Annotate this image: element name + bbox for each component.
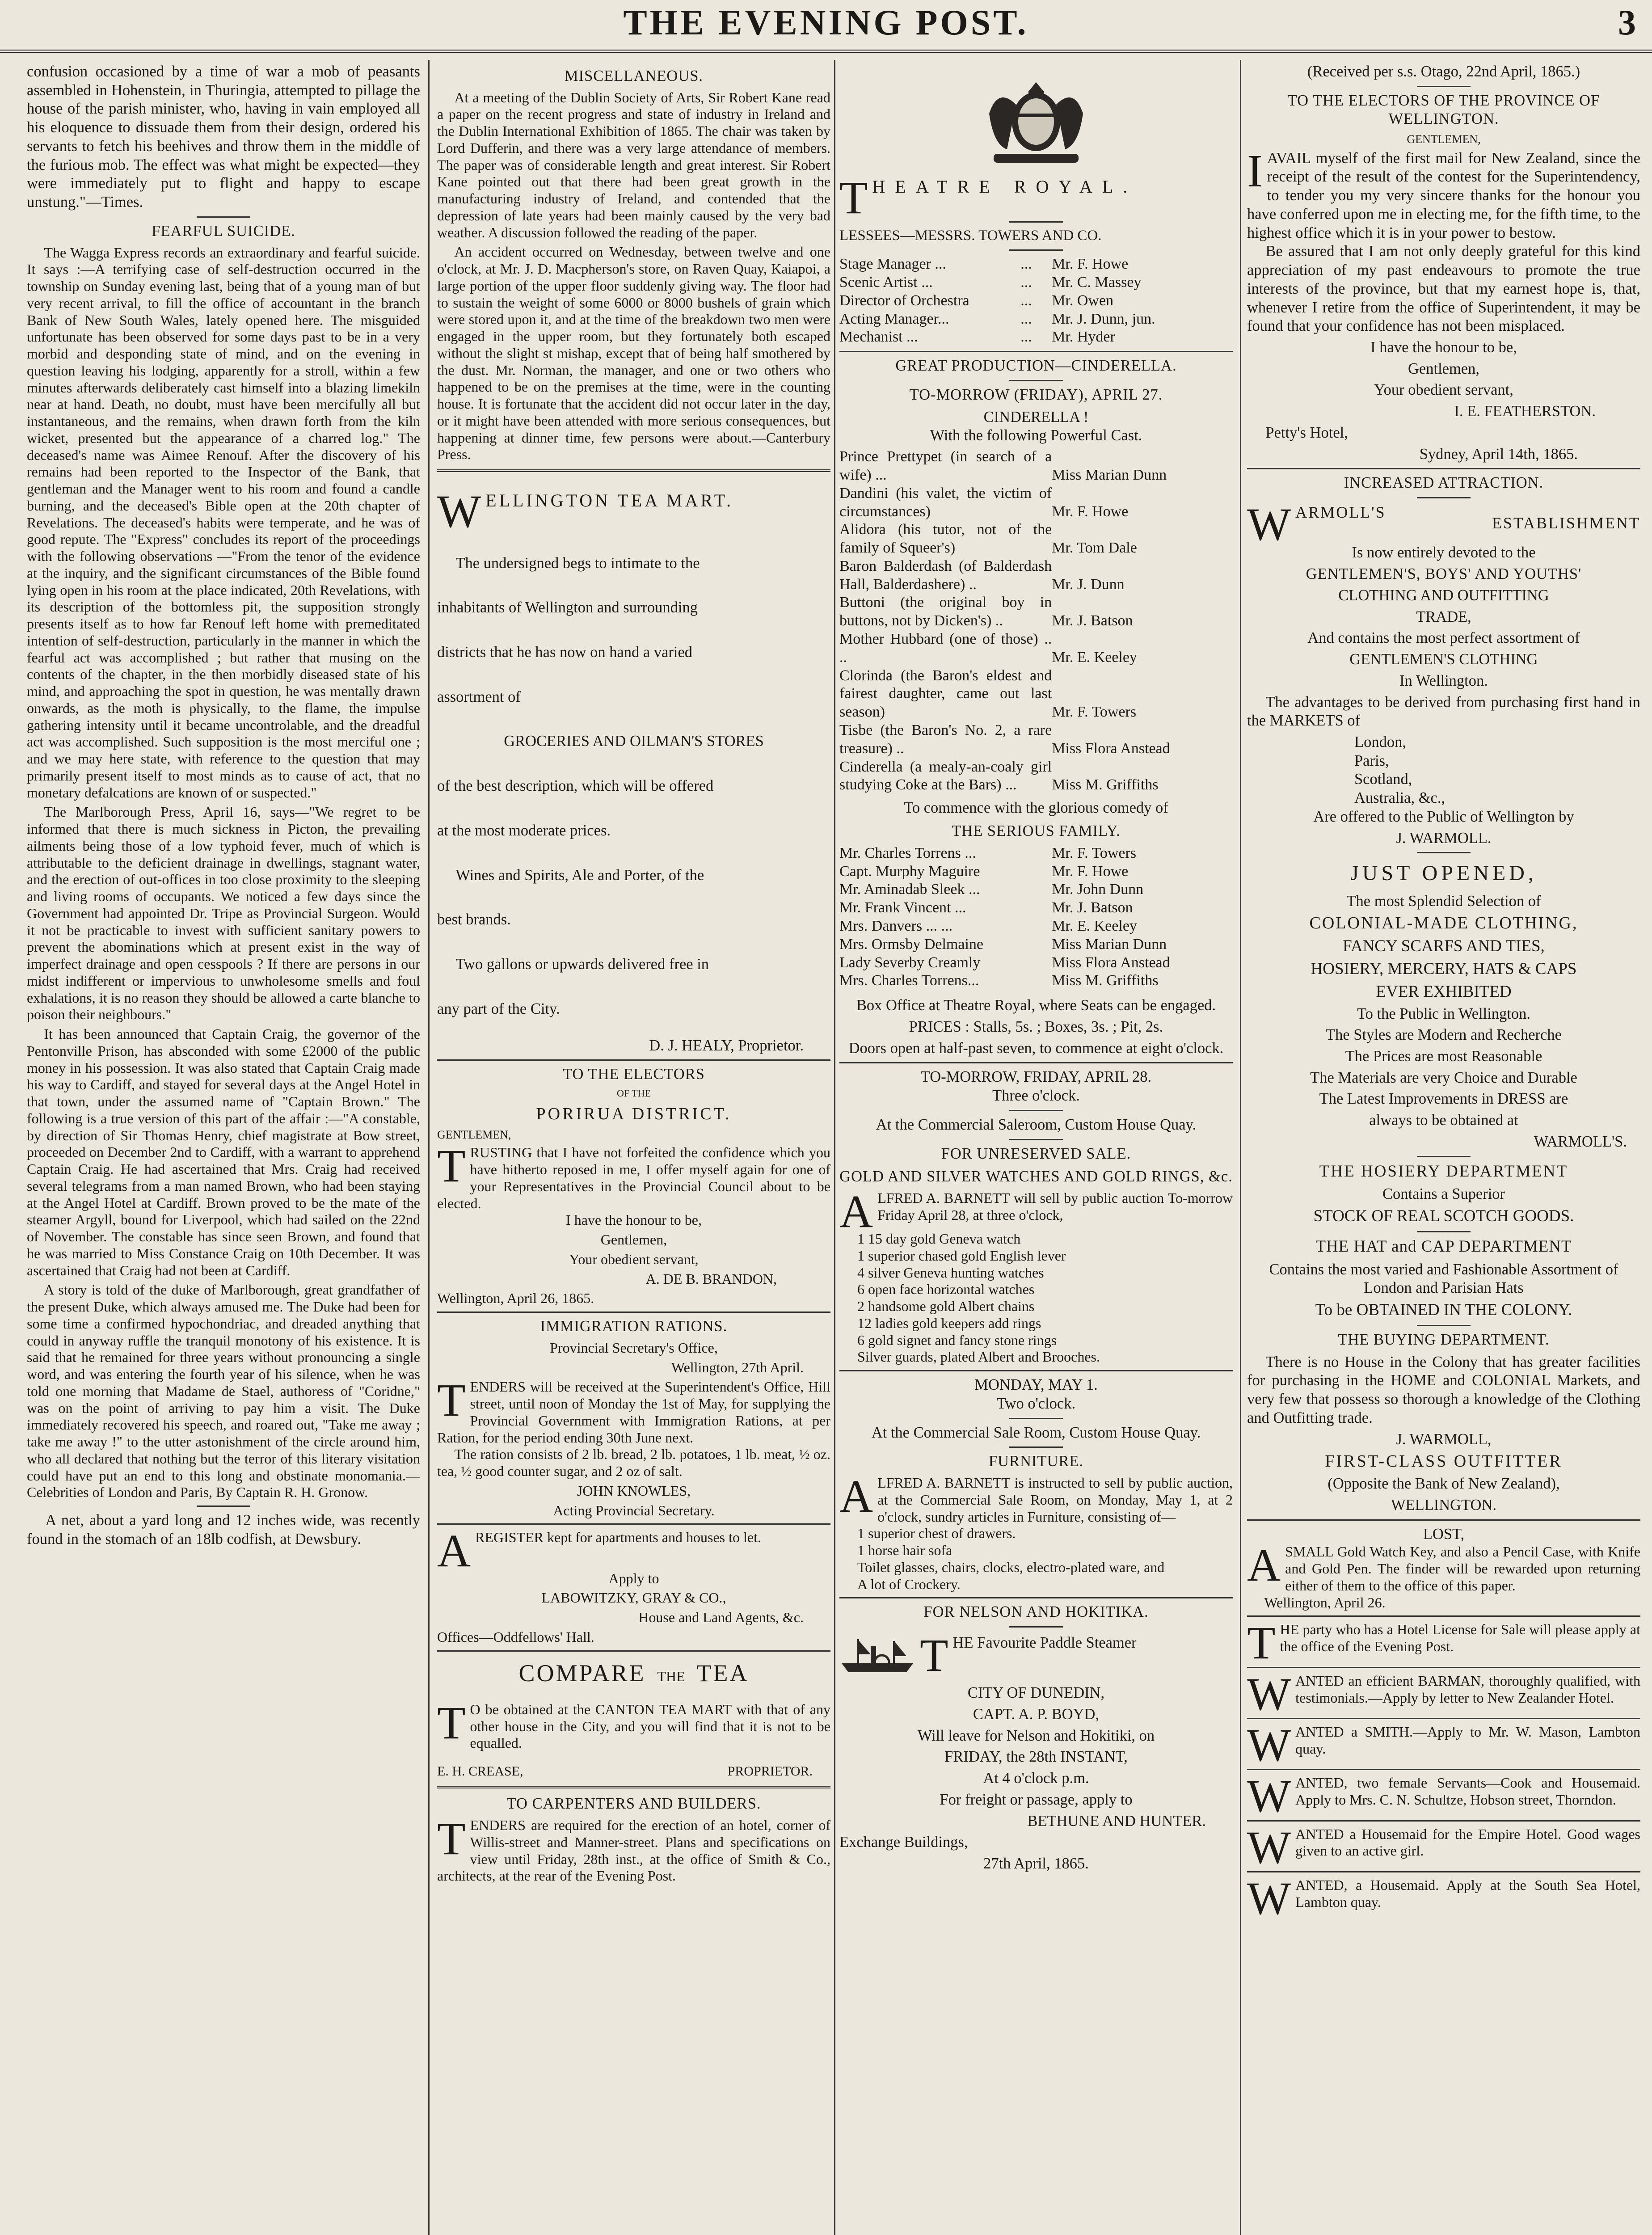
ad-text: TENDERS are required for the erection of an hotel, corner of Willis-street and Manner-street. Plans and specifications on view until Friday, 28th inst., at the office of Smith & Co., architects, at the rear of the Evening Post.: [437, 1817, 830, 1884]
divider: [1247, 1615, 1640, 1617]
ad-salutation: GENTLEMEN,: [1407, 133, 1481, 146]
ad-heading: TO CARPENTERS AND BUILDERS.: [506, 1795, 761, 1813]
column-4: [1247, 63, 1640, 2235]
ad-heading: TO THE ELECTORS OF THE PROVINCE OF WELLINGTON.: [1287, 92, 1600, 128]
ad-heading: W ELLINGTON TEA MART.: [437, 490, 734, 531]
ad-text: House and Land Agents, &c.: [638, 1609, 804, 1626]
divider: [437, 469, 830, 472]
performer-cell: Miss Marian Dunn: [1052, 466, 1167, 483]
list-item: A lot of Crockery.: [857, 1576, 961, 1592]
ad-text: CAPT. A. P. BOYD,: [973, 1705, 1100, 1723]
article-text: The Wagga Express records an extraordinary and fearful suicide. It says :—A terrifying case of self-destruction occurred in the township on Sunday evening last, being that of a young man of but very recent arrival, to fill the office of accountant in the branch Bank of New South Wales, lately opened here. The misguided unfortunate has been observed for some days past to be in a very morbid and desponding state of mind, and on the evening in question leaving his lodging, apparently for a stroll, within a few minutes afterwards deliberately cast himself into a blazing limekiln near at hand. Death, no doubt, must have been mercifully all but instantaneous, and the remains, when drawn forth from the kiln wicket, presented but the appearance of a charred log." The deceased's name was Aimee Renouf. After the discovery of his remains had been reported to the Inspector of the Bank, that gentleman and the Manager went to his room and found a candle burning, and the deceased's Bible open at the 20th chapter of Revelations. The deceased's habits were temperate, and he was of good repute. The "Express" concludes its report of the proceedings with the following observations —"From the tenor of the evidence at the inquiry, and the significant circumstances of the Bible found lying open in his room at the place indicated, 20th Revelations, with its description of the bottomless pit, the supposition strongly presents itself as to how far Renouf left home with premeditated intention of self-destruction, particularly in the manner in which the fearful act was accomplished ; but rather that musing on the contents of the chapter, in the then morbidly diseased state of his mind, and approaching the spot in question, he was mentally drawn onwards, as the moth is physically, to the flame, the impulse gathering intensity until it became uncontrolable, and the dreadful act was accomplished. Such supposition is the most merciful one ; and we may here state, with reference to the question that may primarily present itself to most minds as to cause of act, that no monetary defalcations are known of or suspected.": [27, 244, 420, 801]
role-cell: Capt. Murphy Maguire: [839, 863, 980, 880]
table-row: [839, 448, 1233, 485]
ad-text: any part of the City.: [437, 1000, 560, 1017]
table-row: [839, 972, 1233, 990]
ad-heading: MONDAY, MAY 1.: [974, 1376, 1098, 1394]
ad-text: Your obedient servant,: [1374, 381, 1513, 399]
divider: [1417, 1325, 1471, 1326]
article-text: At a meeting of the Dublin Society of Arts, Sir Robert Kane read a paper on the recent progress and state of industry in Ireland and the Dublin International Exhibition of 1865. The chair was taken by Lord Dufferin, and there was a very large attendance of members. The paper was of considerable length and great interest. Sir Robert Kane pointed out that there had been great growth in the manufacturing industry of Ireland, and contended that the depression of late years had been mainly caused by the very bad weather. A discussion followed the reading of the paper.: [437, 89, 830, 240]
paddle-steamer-icon: [839, 1636, 915, 1677]
role-cell: Mrs. Danvers ... ...: [839, 917, 953, 934]
ad-text: Acting Provincial Secretary.: [553, 1502, 715, 1518]
ad-text: In Wellington.: [1399, 672, 1488, 689]
role-cell: Mrs. Charles Torrens...: [839, 972, 979, 989]
ad-text: Wines and Spirits, Ale and Porter, of the: [455, 866, 704, 884]
auction-item-list: [839, 1525, 1233, 1593]
performer-cell: Miss Flora Anstead: [1052, 954, 1170, 971]
ad-heading: TO-MORROW (FRIDAY), APRIL 27.: [909, 386, 1163, 403]
ad-text: at the most moderate prices.: [437, 822, 611, 839]
ad-text: EVER EXHIBITED: [1376, 982, 1512, 1001]
list-item: Silver guards, plated Albert and Brooches.: [857, 1349, 1100, 1365]
auction-item-list: [839, 1231, 1233, 1366]
ad-text: FIRST-CLASS OUTFITTER: [1325, 1452, 1563, 1471]
performer-cell: Mr. J. Dunn: [1052, 576, 1125, 593]
ad-text: Gentlemen,: [600, 1231, 667, 1248]
role-cell: Mother Hubbard (one of those) .. ..: [839, 631, 1052, 666]
ad-text: For freight or passage, apply to: [940, 1791, 1133, 1808]
list-item: 1 horse hair sofa: [857, 1542, 952, 1559]
performer-cell: Mr. E. Keeley: [1052, 917, 1137, 934]
ad-signature: BETHUNE AND HUNTER.: [1027, 1812, 1206, 1830]
performer-cell: Mr. F. Howe: [1052, 863, 1129, 880]
ad-text: (Received per s.s. Otago, 22nd April, 1865.): [1307, 63, 1580, 80]
ad-text: of the best description, which will be offered: [437, 777, 714, 795]
ad-text: The most Splendid Selection of: [1346, 892, 1541, 910]
ad-text: (Opposite the Bank of New Zealand),: [1328, 1475, 1560, 1493]
divider: [1009, 1418, 1063, 1419]
table-row: [839, 917, 1233, 936]
ad-heading: IMMIGRATION RATIONS.: [540, 1318, 728, 1335]
divider: [437, 1311, 830, 1313]
ad-text: Wellington, 27th April.: [671, 1359, 804, 1375]
ad-date: 27th April, 1865.: [983, 1855, 1089, 1872]
divider: [1247, 1718, 1640, 1719]
ad-text: best brands.: [437, 911, 511, 928]
divider: [839, 351, 1233, 352]
performer-cell: Miss Flora Anstead: [1052, 740, 1170, 757]
ad-text: With the following Powerful Cast.: [930, 427, 1142, 444]
leader-dots: ...: [1020, 310, 1032, 327]
table-row: [839, 954, 1233, 972]
ad-text: T HE Favourite Paddle Steamer: [839, 1634, 1233, 1677]
ad-text: Apply to: [608, 1570, 659, 1586]
divider: [1247, 1820, 1640, 1822]
page-number: 3: [1618, 3, 1636, 42]
ad-heading: PORIRUA DISTRICT.: [536, 1104, 732, 1123]
ad-text: CITY OF DUNEDIN,: [967, 1684, 1105, 1702]
performer-cell: Mr. F. Howe: [1052, 503, 1129, 520]
list-item: 4 silver Geneva hunting watches: [857, 1264, 1044, 1281]
divider: [1009, 1446, 1063, 1448]
ad-text: THE party who has a Hotel License for Sale will please apply at the office of the Evening Post.: [1247, 1621, 1640, 1662]
role-cell: Acting Manager...: [839, 310, 949, 327]
role-cell: Stage Manager ...: [839, 256, 946, 273]
ad-text: assortment of: [437, 688, 521, 705]
ad-text: And contains the most perfect assortment of: [1307, 629, 1580, 647]
ad-heading: INCREASED ATTRACTION.: [1344, 474, 1544, 492]
divider: [1417, 1231, 1471, 1232]
ad-text: TENDERS will be received at the Superintendent's Office, Hill street, until noon of Monday the 1st of May, for supplying the Provincial Government with Immigration Rations, at per Ration, for the period ending 30th June next.: [437, 1379, 830, 1446]
ad-heading: OF THE: [617, 1088, 651, 1099]
ad-heading: LOST,: [1423, 1525, 1465, 1543]
ad-text: Exchange Buildings,: [839, 1834, 968, 1851]
table-row: [839, 328, 1233, 346]
divider: [197, 216, 250, 218]
performer-cell: Mr. J. Batson: [1052, 899, 1133, 916]
table-row: [839, 274, 1233, 292]
ad-date: Sydney, April 14th, 1865.: [1419, 445, 1578, 463]
divider: [1417, 86, 1471, 87]
article-text: It has been announced that Captain Craig, the governor of the Pentonville Prison, has absconded with some £2000 of the public money in his possession. It was also stated that Captain Craig made his way to Cardiff, and stayed for several days at the Angel Hotel in that town, under the assumed name of "Captain Brown." The following is a true version of this part of the affair :—"A constable, by direction of Sir Thomas Henry, chief magistrate at Bow street, proceeded on December 2nd to Cardiff, with a warrant to apprehend Captain Craig. He had ascertained that Mrs. Craig had received several telegrams from a man named Brown, who had been staying at the Angel Hotel at Cardiff. Brown proved to be the mate of the steamer Argyll, bound for Liverpool, which had sailed on the 22nd of November. The constable has since seen Brown, and found that he was married to Miss Constance Craig on 10th December. It was ascertained that Craig had not been at Cardiff.: [27, 1026, 420, 1278]
ad-text: STOCK OF REAL SCOTCH GOODS.: [1313, 1207, 1574, 1226]
performer-cell: Miss Marian Dunn: [1052, 936, 1167, 953]
cast-table: [839, 844, 1233, 990]
table-row: [839, 936, 1233, 954]
section-heading: MISCELLANEOUS.: [564, 67, 704, 84]
ad-heading: FOR UNRESERVED SALE.: [941, 1145, 1131, 1162]
ad-text: Your obedient servant,: [569, 1251, 699, 1267]
ad-heading: COMPARE THE TEA: [518, 1659, 749, 1687]
ad-date: Wellington, April 26, 1865.: [437, 1290, 594, 1307]
ad-text: AREGISTER kept for apartments and houses to let.: [437, 1529, 761, 1570]
ad-date: Wellington, April 26.: [1264, 1594, 1386, 1611]
divider: [1247, 468, 1640, 469]
performer-cell: Mr. F. Towers: [1052, 704, 1137, 721]
leader-dots: ...: [1020, 292, 1032, 309]
ad-text: The advantages to be derived from purchasing first hand in the MARKETS of: [1247, 693, 1640, 730]
table-row: [839, 899, 1233, 917]
ad-text: The Prices are most Reasonable: [1345, 1047, 1542, 1065]
list-item: 6 gold signet and fancy stone rings: [857, 1332, 1057, 1348]
ad-text: FANCY SCARFS AND TIES,: [1343, 937, 1545, 956]
table-row: [839, 667, 1233, 721]
table-row: [839, 485, 1233, 521]
divider: [437, 1650, 830, 1652]
role-cell: Mechanist ...: [839, 329, 918, 346]
divider: [1009, 1626, 1063, 1628]
ad-text: T O be obtained at the CANTON TEA MART with that of any other house in the City, and you will find that it is not to be equalled.: [437, 1701, 830, 1751]
role-cell: Prince Prettypet (in search of a wife) ...: [839, 448, 1052, 483]
table-row: [839, 255, 1233, 274]
list-item: 1 superior chest of drawers.: [857, 1525, 1016, 1542]
role-cell: Mr. Frank Vincent ...: [839, 899, 966, 916]
article-text: An accident occurred on Wednesday, between twelve and one o'clock, at Mr. J. D. Macpherson's store, on Raven Quay, Kaiapoi, a large portion of the upper floor suddenly giving way. The floor had to sustain the weight of some 6000 or 8000 bushels of grain which were stored upon it, and at the time of the breakdown two men were engaged in the upper room, but they fortunately both escaped without the slight st mishap, except that of being half smothered by the dust. Mr. Norman, the manager, and one or two others who happened to be on the premises at the time, were in the counting house. It is fortunate that the accident did not occur later in the day, or it might have been attended with more serious consequences, but happening at dinner time, few persons were about.—Canterbury Press.: [437, 244, 830, 463]
column-rule: [1240, 60, 1241, 2235]
divider: [1247, 1519, 1640, 1521]
ad-text: Be assured that I am not only deeply grateful for this kind appreciation of my past endeavours to promote the true interests of the province, but that my earnest hope is, that, whenever I retire from the office of Superintendent, it may be found that your confidence has not been misplaced.: [1247, 243, 1640, 335]
ad-text: ASMALL Gold Watch Key, and also a Pencil Case, with Knife and Gold Pen. The finder will be rewarded upon returning either of them to the office of this paper.: [1247, 1543, 1640, 1594]
leader-dots: ...: [1020, 329, 1032, 346]
ad-signature: J. WARMOLL,: [1396, 1430, 1492, 1448]
performer-cell: Mr. F. Towers: [1052, 844, 1137, 861]
ad-text: inhabitants of Wellington and surrounding: [437, 599, 698, 616]
ad-text: TRUSTING that I have not forfeited the confidence which you have hitherto reposed in me, I offer myself again for one of your Representatives in the Provincial Council about to be elected.: [437, 1144, 830, 1211]
divider: [839, 1370, 1233, 1371]
table-row: [839, 310, 1233, 329]
ad-salutation: GENTLEMEN,: [437, 1128, 511, 1141]
ad-text: I have the honour to be,: [566, 1212, 702, 1228]
ad-signature: JOHN KNOWLES,: [577, 1482, 691, 1499]
divider: [1009, 1110, 1063, 1111]
ad-text: IAVAIL myself of the first mail for New Zealand, since the receipt of the result of the contest for the Superintendency, to tender you my very sincere thanks for the honour you have conferred upon me in electing me, for the fifth time, to the highest office which it is in your power to bestow.: [1247, 149, 1640, 241]
ad-text: HOSIERY, MERCERY, HATS & CAPS: [1311, 959, 1577, 978]
article-text: A net, about a yard long and 12 inches wide, was recently found in the stomach of an 18lb codfish, at Dewsbury.: [27, 1512, 420, 1548]
ad-text: GENTLEMEN'S, BOYS' AND YOUTHS': [1306, 565, 1582, 583]
ad-text: always to be obtained at: [1369, 1112, 1518, 1129]
performer-cell: Mr. John Dunn: [1052, 881, 1144, 898]
ad-text: Contains a Superior: [1382, 1185, 1505, 1203]
ad-text: Provincial Secretary's Office,: [550, 1339, 718, 1356]
table-row: [839, 881, 1233, 899]
article-text: The Marlborough Press, April 16, says—"We regret to be informed that there is much sickness in Picton, the prevailing ailments being those of a low typhoid fever, much of which is attributable to the deficient drainage in dwellings, stagnant water, and the erection of out-offices in too close proximity to the sleeping and living rooms of occupants. We noticed a few days since the Government had appointed Dr. Tripe as Provincial Surgeon. Would it not be practicable to invest with sufficient sanitary powers to prevent the abominations which at present exist in the way of imperfect drainage and open cesspools ? If there are persons in our midst indifferent or impervious to unwholesome smells and foul exhalations, it is no reason they should be allowed a carte blanche to poison their neighbours.": [27, 804, 420, 1023]
article-text: A story is told of the duke of Marlborough, great grandfather of the present Duke, which always amused me. The Duke had been for some time a confirmed hypochondriac, and dreaded anything that could in anyway ruffle the tranquil monotony of his existence. It is said that he remained for three years without pronouncing a single word, and was entering the fourth year of his silence, when he was told one morning that Madame de Stael, authoress of "Coridne," was on the point of arriving to pay him a visit. The Duke immediately recovered his speech, and roared out, "Take me away ; take me away !" to the utter astonishment of the circle around him, who all declared that nothing but the terror of this literary visitation could have put an end to this long and obstinate monomania.—Celebrities of London and Paris, By Captain R. H. Gronow.: [27, 1282, 420, 1501]
ad-text: COLONIAL-MADE CLOTHING,: [1309, 914, 1578, 933]
column-rule: [834, 60, 835, 2235]
ad-heading: CINDERELLA !: [983, 408, 1089, 426]
theatre-staff-table: [839, 255, 1233, 346]
ad-text: At the Commercial Sale Room, Custom House Quay.: [871, 1424, 1201, 1441]
ad-text: Is now entirely devoted to the: [1352, 544, 1536, 561]
ad-signature: I. E. FEATHERSTON.: [1454, 403, 1596, 420]
role-cell: Mrs. Ormsby Delmaine: [839, 936, 984, 953]
ad-text: GROCERIES AND OILMAN'S STORES: [504, 733, 764, 750]
ad-heading: GREAT PRODUCTION—CINDERELLA.: [895, 357, 1177, 375]
ad-heading: FURNITURE.: [988, 1453, 1084, 1470]
ad-text: Are offered to the Public of Wellington by: [1313, 808, 1574, 825]
ad-text: Offices—Oddfellows' Hall.: [437, 1628, 594, 1645]
ad-signature: D. J. HEALY, Proprietor.: [649, 1037, 804, 1054]
role-cell: Buttoni (the original boy in buttons, not by Dicken's) ..: [839, 594, 1052, 629]
table-row: [839, 521, 1233, 557]
role-cell: Dandini (his valet, the victim of circumstances): [839, 485, 1052, 520]
table-row: [839, 630, 1233, 667]
ad-heading: T HEATRE ROYAL.: [839, 176, 1138, 217]
ad-text: I have the honour to be,: [1370, 339, 1517, 356]
list-item: 6 open face horizontal watches: [857, 1281, 1035, 1298]
ad-heading: TO THE ELECTORS: [563, 1066, 705, 1083]
role-cell: Mr. Aminadab Sleek ...: [839, 881, 980, 898]
article-text: confusion occasioned by a time of war a mob of peasants assembled in Hohenstein, in Thuringia, attempted to pillage the house of the parish minister, who, having in vain employed all his eloquence to dissuade them from their design, ordered his servants to fetch his beehives and throw them in the middle of the furious mob. The effect was what might be expected—they were immediately put to flight and happy to escape unstung."—Times.: [27, 63, 420, 211]
divider: [1247, 1769, 1640, 1770]
ad-text: ALFRED A. BARNETT is instructed to sell by public auction, at the Commercial Sale Room, on Monday, May 1, at 2 o'clock, sundry articles in Furniture, consisting of—: [839, 1475, 1233, 1525]
table-row: [839, 557, 1233, 594]
ad-heading: THE BUYING DEPARTMENT.: [1338, 1331, 1550, 1348]
ad-text: TRADE,: [1416, 608, 1471, 625]
performer-cell: Mr. Owen: [1052, 292, 1114, 309]
list-item: 2 handsome gold Albert chains: [857, 1298, 1035, 1315]
ad-text: WANTED, a Housemaid. Apply at the South Sea Hotel, Lambton quay.: [1247, 1877, 1640, 1918]
ad-text: WELLINGTON.: [1391, 1497, 1496, 1514]
role-cell: Scenic Artist ...: [839, 274, 933, 291]
ad-text: ALFRED A. BARNETT will sell by public auction To-morrow Friday April 28, at three o'clock,: [839, 1189, 1233, 1231]
ad-heading: TO-MORROW, FRIDAY, APRIL 28.: [920, 1068, 1152, 1086]
divider: [437, 1059, 830, 1061]
ad-signature: E. H. CREASE, PROPRIETOR.: [437, 1764, 813, 1779]
masthead: [0, 0, 1652, 53]
leader-dots: ...: [1020, 274, 1032, 291]
performer-cell: Mr. E. Keeley: [1052, 649, 1137, 666]
ad-text: districts that he has now on hand a varied: [437, 643, 693, 661]
ad-signature: A. DE B. BRANDON,: [645, 1270, 777, 1287]
divider: [1417, 1156, 1471, 1157]
ad-text: To be OBTAINED IN THE COLONY.: [1315, 1301, 1572, 1320]
ad-text: At the Commercial Saleroom, Custom House Quay.: [876, 1116, 1197, 1133]
ad-heading: Two o'clock.: [996, 1395, 1076, 1412]
divider: [1247, 1871, 1640, 1872]
ad-text: To the Public in Wellington.: [1357, 1005, 1531, 1022]
ad-text: Petty's Hotel,: [1265, 424, 1348, 441]
table-row: [839, 844, 1233, 863]
divider: [437, 1786, 830, 1788]
role-cell: Clorinda (the Baron's eldest and fairest daughter, came out last season): [839, 667, 1052, 721]
divider: [1009, 249, 1063, 251]
divider: [197, 1505, 250, 1507]
performer-cell: Mr. C. Massey: [1052, 274, 1142, 291]
divider: [839, 1062, 1233, 1063]
performer-cell: Mr. Tom Dale: [1052, 540, 1137, 557]
ad-text: LESSEES—MESSRS. TOWERS AND CO.: [839, 228, 1102, 244]
ad-heading: WARMOLL'S ESTABLISHMENT: [1247, 503, 1640, 544]
divider: [437, 1523, 830, 1525]
ad-text: Box Office at Theatre Royal, where Seats can be engaged.: [856, 997, 1216, 1014]
table-row: [839, 292, 1233, 310]
ad-text: Doors open at half-past seven, to commence at eight o'clock.: [848, 1039, 1224, 1057]
royal-arms-crest-icon: [962, 64, 1110, 172]
table-row: [839, 758, 1233, 795]
list-item: 1 15 day gold Geneva watch: [857, 1231, 1021, 1247]
ad-text: Gentlemen,: [1408, 360, 1479, 377]
table-row: [839, 594, 1233, 630]
table-row: [839, 863, 1233, 881]
ad-text: The Styles are Modern and Recherche: [1326, 1026, 1562, 1044]
role-cell: Director of Orchestra: [839, 292, 969, 309]
performer-cell: Miss M. Griffiths: [1052, 972, 1159, 989]
ad-text: Contains the most varied and Fashionable Assortment of London and Parisian Hats: [1269, 1261, 1618, 1297]
list-item: Scotland,: [1354, 771, 1412, 788]
ad-text: WANTED, two female Servants—Cook and Housemaid. Apply to Mrs. C. N. Schultze, Hobson street, Thorndon.: [1247, 1775, 1640, 1816]
column-1: [27, 63, 420, 2235]
list-item: Paris,: [1354, 752, 1389, 769]
ad-text: The Materials are very Choice and Durable: [1310, 1069, 1577, 1086]
ad-text: PRICES : Stalls, 5s. ; Boxes, 3s. ; Pit, 2s.: [909, 1018, 1163, 1035]
ad-heading: Three o'clock.: [992, 1087, 1080, 1105]
list-item: Australia, &c.,: [1354, 789, 1446, 807]
ad-text: LABOWITZKY, GRAY & CO.,: [541, 1590, 726, 1606]
performer-cell: Mr. Hyder: [1052, 329, 1115, 346]
ad-text: Will leave for Nelson and Hokitiki, on: [917, 1727, 1155, 1744]
performer-cell: Mr. J. Dunn, jun.: [1052, 310, 1155, 327]
ad-text: The ration consists of 2 lb. bread, 2 lb. potatoes, 1 lb. meat, ½ oz. tea, ½ good counter sugar, and 2 oz of salt.: [437, 1446, 830, 1480]
performer-cell: Mr. F. Howe: [1052, 256, 1129, 273]
table-row: [839, 721, 1233, 758]
ad-text: Two gallons or upwards delivered free in: [455, 956, 709, 973]
role-cell: Cinderella (a mealy-an-coaly girl studying Coke at the Bars) ...: [839, 758, 1052, 793]
ad-text: FRIDAY, the 28th INSTANT,: [944, 1748, 1128, 1766]
ad-text: To commence with the glorious comedy of: [904, 799, 1168, 817]
ad-heading: JUST OPENED,: [1350, 861, 1537, 886]
ad-heading: THE SERIOUS FAMILY.: [952, 822, 1121, 839]
divider: [1009, 380, 1063, 381]
divider: [839, 1597, 1233, 1598]
divider: [1417, 497, 1471, 498]
performer-cell: Mr. J. Batson: [1052, 612, 1133, 629]
ad-text: There is no House in the Colony that has greater facilities for purchasing in the HOME and COLONIAL Markets, and very few that possess so thorough a knowledge of the Clothing and Outfitting trade.: [1247, 1353, 1640, 1426]
ad-heading: THE HOSIERY DEPARTMENT: [1319, 1162, 1568, 1181]
role-cell: Alidora (his tutor, not of the family of Squeer's): [839, 521, 1052, 557]
cast-table: [839, 448, 1233, 794]
newspaper-title: THE EVENING POST.: [623, 3, 1029, 42]
ad-heading: GOLD AND SILVER WATCHES AND GOLD RINGS, &c.: [839, 1168, 1233, 1185]
divider: [1417, 852, 1471, 853]
column-rule: [428, 60, 430, 2235]
leader-dots: ...: [1020, 256, 1032, 273]
ad-text: WANTED an efficient BARMAN, thoroughly qualified, with testimonials.—Apply by letter to New Zealander Hotel.: [1247, 1672, 1640, 1714]
performer-cell: Miss M. Griffiths: [1052, 776, 1159, 793]
ad-heading: FOR NELSON AND HOKITIKA.: [923, 1603, 1149, 1621]
article-heading: FEARFUL SUICIDE.: [152, 222, 295, 240]
city-list: [1247, 733, 1640, 808]
role-cell: Tisbe (the Baron's No. 2, a rare treasure) ..: [839, 722, 1052, 757]
list-item: 12 ladies gold keepers add rings: [857, 1315, 1041, 1331]
ad-heading: THE HAT and CAP DEPARTMENT: [1315, 1237, 1572, 1256]
ad-text: CLOTHING AND OUTFITTING: [1338, 586, 1549, 604]
ad-text: The Latest Improvements in DRESS are: [1319, 1090, 1568, 1108]
ad-text: WANTED a SMITH.—Apply to Mr. W. Mason, Lambton quay.: [1247, 1724, 1640, 1765]
column-2: [437, 63, 830, 2235]
ad-text: WANTED a Housemaid for the Empire Hotel. Good wages given to an active girl.: [1247, 1826, 1640, 1867]
ad-signature: WARMOLL'S.: [1534, 1133, 1627, 1150]
ad-signature: J. WARMOLL.: [1396, 829, 1492, 847]
list-item: London,: [1354, 734, 1406, 751]
column-3: [839, 63, 1233, 2235]
ad-text: At 4 o'clock p.m.: [983, 1770, 1089, 1787]
list-item: 1 superior chased gold English lever: [857, 1247, 1066, 1264]
ad-text: The undersigned begs to intimate to the: [455, 554, 700, 572]
role-cell: Lady Severby Creamly: [839, 954, 981, 971]
role-cell: Baron Balderdash (of Balderdash Hall, Balderdashere) ..: [839, 557, 1052, 593]
role-cell: Mr. Charles Torrens ...: [839, 844, 976, 861]
list-item: Toilet glasses, chairs, clocks, electro-plated ware, and: [857, 1559, 1165, 1575]
divider: [1247, 1667, 1640, 1668]
ad-text: GENTLEMEN'S CLOTHING: [1349, 651, 1538, 668]
divider: [1009, 221, 1063, 223]
divider: [1009, 1139, 1063, 1140]
